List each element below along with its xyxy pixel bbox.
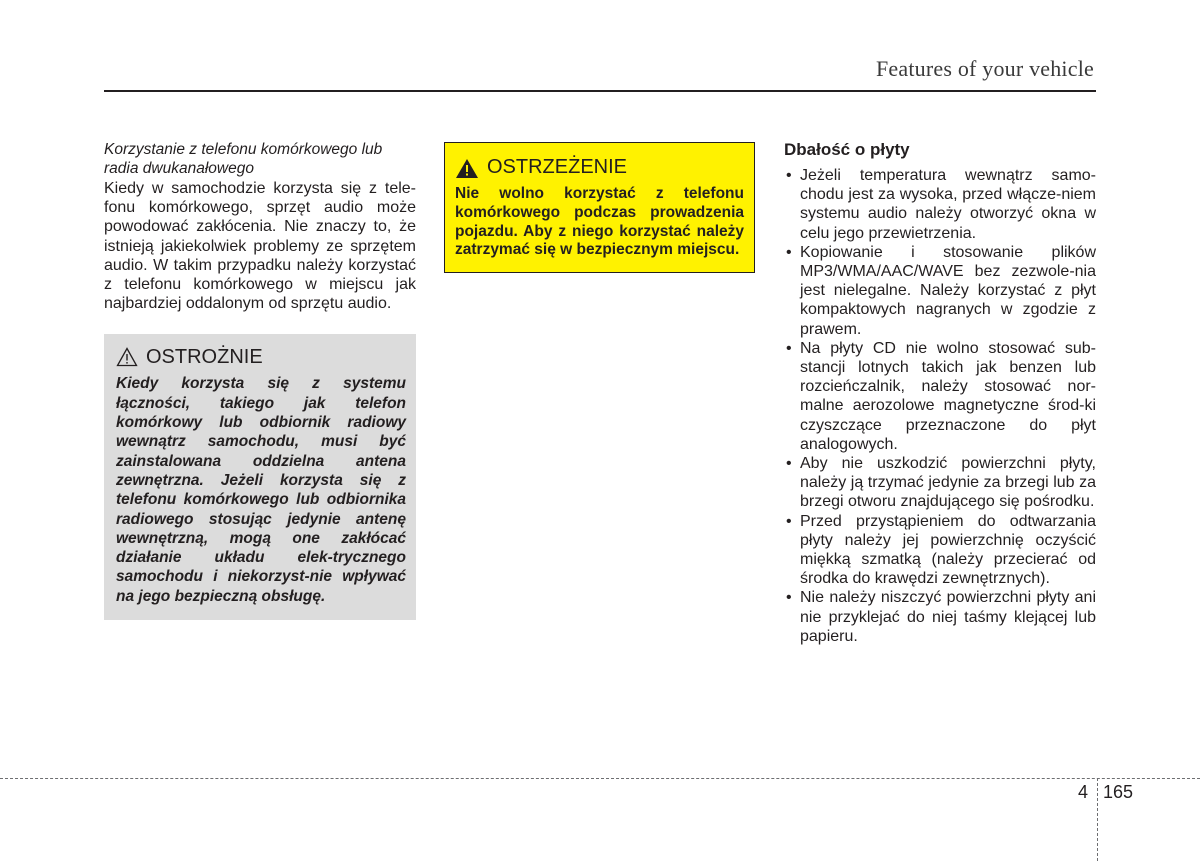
header-rule <box>104 90 1096 92</box>
warning-title: OSTRZEŻENIE <box>487 156 628 179</box>
right-column <box>784 140 1096 646</box>
warning-box <box>444 142 755 273</box>
caution-title: OSTROŻNIE <box>146 345 263 368</box>
warning-title-row <box>455 155 744 181</box>
list-item: • Jeżeli temperatura wewnątrz samo-chodu jest za wysoka, przed włącze-niem systemu audio należy otworzyć okna w celu jego przewietrzenia. <box>784 166 1096 243</box>
chapter-number: 4 <box>1077 782 1088 802</box>
section-heading: Dbałość o płyty <box>784 140 910 159</box>
running-header-title: Features of your vehicle <box>875 56 1094 81</box>
footer-divider <box>1097 778 1098 861</box>
caution-box <box>104 334 416 620</box>
warning-text: Nie wolno korzystać z telefonu komórkowego podczas prowadzenia pojazdu. Aby z niego korzystać należy zatrzymać się w bezpiecznym miejscu. <box>455 185 744 259</box>
page-number: 165 <box>1103 782 1134 802</box>
warning-triangle-icon <box>455 158 479 179</box>
section-subheading: Korzystanie z telefonu komórkowego lub radia dwukanałowego <box>104 141 383 177</box>
caution-triangle-icon <box>116 347 138 367</box>
footer-dashed-rule <box>0 778 1200 779</box>
list-item: • Na płyty CD nie wolno stosować sub-stancji lotnych takich jak benzen lub rozcieńczalnik, należy stosować nor-malne aerozolowe magnetyczne środ-ki czyszczące przeznaczone do płyt analogowych. <box>784 339 1096 454</box>
caution-title-row <box>116 344 406 370</box>
caution-text: Kiedy korzysta się z systemu łączności, takiego jak telefon komórkowy lub odbiornik radiowy wewnątrz samochodu, musi być zainstalowana oddzielna antena zewnętrzna. Jeżeli korzysta się z telefonu komórkowego lub odbiornika radiowego stosując jedynie antenę wewnętrzną, mogą one zakłócać działanie układu elek-trycznego samochodu i niekorzyst-nie wpływać na jego bezpieczną obsługę. <box>116 375 406 605</box>
list-item: • Przed przystąpieniem do odtwarzania płyty należy jej powierzchnię oczyścić miękką szmatką (należy przecierać od środka do krawędzi zewnętrznych). <box>784 512 1096 589</box>
middle-column <box>444 142 755 273</box>
list-item: • Nie należy niszczyć powierzchni płyty ani nie przyklejać do niej taśmy klejącej lub papieru. <box>784 588 1096 646</box>
list-item: • Kopiowanie i stosowanie plików MP3/WMA/AAC/WAVE bez zezwole-nia jest nielegalne. Należy korzystać z płyt kompaktowych nagranych w zgodzie z prawem. <box>784 243 1096 339</box>
left-column <box>104 140 416 620</box>
body-paragraph: Kiedy w samochodzie korzysta się z tele-fonu komórkowego, sprzęt audio może powodować zakłócenia. Nie znaczy to, że istnieją jakiekolwiek problemy ze sprzętem audio. W takim przypadku należy korzystać z telefonu komórkowego w miejscu jak najbardziej oddalonym od sprzętu audio. <box>104 180 416 313</box>
bullet-list <box>784 166 1096 646</box>
list-item: • Aby nie uszkodzić powierzchni płyty, należy ją trzymać jedynie za brzegi lub za brzegi otworu znajdującego się pośrodku. <box>784 454 1096 512</box>
